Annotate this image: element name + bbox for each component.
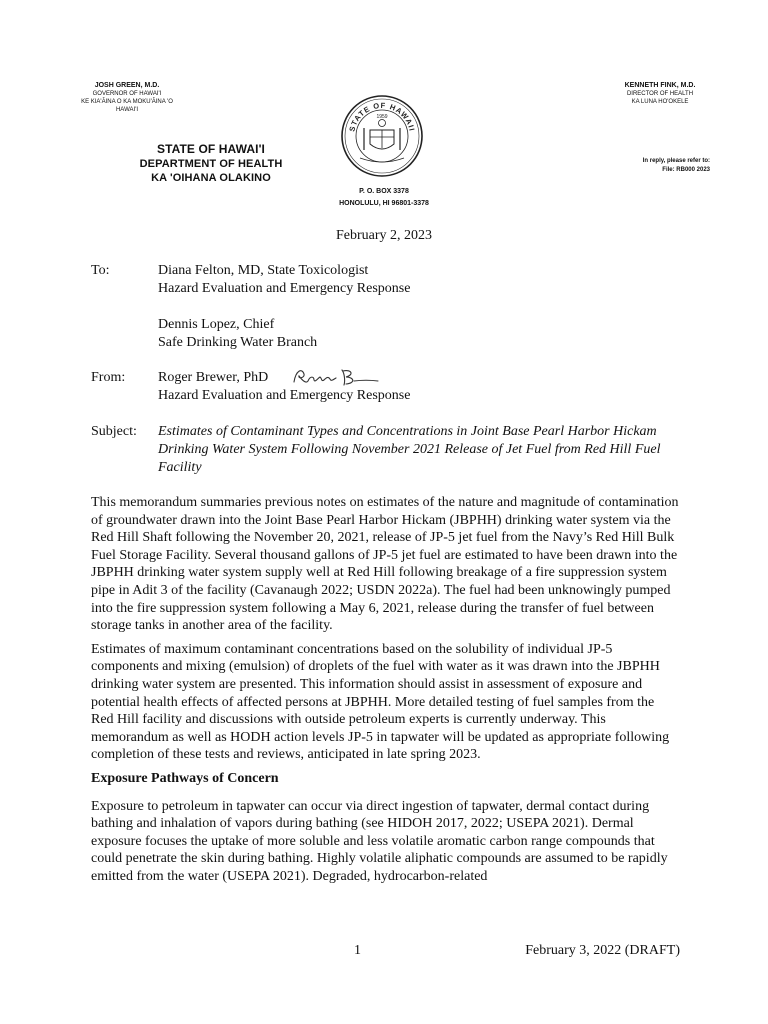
memo-body [91,494,679,891]
body-paragraph-3: Exposure to petroleum in tapwater can occur via direct ingestion of tapwater, dermal contact during bathing and inhalation of vapors during bathing (see HIDOH 2017, 2022; USEPA 2021). Dermal exposure focuses the uptake of more soluble and less volatile aromatic carbon range compounds that could penetrate the skin during bathing. Highly volatile aliphatic compounds are assumed to be rapidly emitted from the water (USEPA 2021). Degraded, hydrocarbon-related [91,798,668,884]
department-block [126,142,296,185]
seal-year: 1959 [376,114,388,120]
state-name: STATE OF HAWAI'I [156,142,265,156]
governor-name: JOSH GREEN, M.D. [94,82,160,89]
draft-date: February 3, 2022 (DRAFT) [525,943,680,958]
po-box: P. O. BOX 3378 [359,188,409,195]
to-recipient-2-unit: Safe Drinking Water Branch [158,335,318,350]
director-title: DIRECTOR OF HEALTH [626,91,694,97]
reply-line: In reply, please refer to: [642,158,710,164]
subject-text: Estimates of Contaminant Types and Concentrations in Joint Base Pearl Harbor Hickam Drinking Water System Following November 2021 Release of Jet Fuel from Red Hill Fuel Facility [158,424,661,475]
file-reference: File: RB000 2023 [662,167,710,173]
to-recipient-1-unit: Hazard Evaluation and Emergency Response [158,281,411,296]
signature-icon [290,366,380,388]
city-zip: HONOLULU, HI 96801-3378 [339,200,429,207]
director-block [612,82,708,106]
governor-title-hawaiian: KE KIA'ĀINA O KA MOKU'ĀINA 'O HAWAI'I [81,99,173,113]
governor-block [72,82,182,114]
director-title-hawaiian: KA LUNA HO'OKELE [631,99,689,105]
memo-date: February 2, 2023 [335,228,433,243]
governor-title: GOVERNOR OF HAWAI'I [92,91,162,97]
director-name: KENNETH FINK, M.D. [624,82,696,89]
body-paragraph-2: Estimates of maximum contaminant concentrations based on the solubility of individual JP-5 components and mixing (emulsion) of droplets of the fuel with water as it was drawn into the JBPHH drinking water system are presented. This information should assist in assessment of exposure and potential health effects of affected persons at JBPHH. More detailed testing of fuel samples from the Red Hill facility and discussions with outside petroleum experts is currently underway. This memorandum as well as HODH action levels JP-5 in tapwater will be updated as appropriate following completion of these tests and reviews, anticipated in late spring 2023. [91,641,670,763]
section-heading: Exposure Pathways of Concern [91,770,279,786]
page-number: 1 [354,943,361,958]
seal-text: STATE OF HAWAII [347,100,417,133]
subject-label: Subject: [91,424,137,439]
to-recipient-1: Diana Felton, MD, State Toxicologist [158,263,369,278]
from-sender: Roger Brewer, PhD [158,370,269,385]
body-paragraph-1: This memorandum summaries previous notes on estimates of the nature and magnitude of contamination of groundwater drawn into the Joint Base Pearl Harbor Hickam (JBPHH) drinking water system via the Red Hill Shaft following the November 20, 2021, release of JP-5 jet fuel from the Navy’s Red Hill Bulk Fuel Storage Facility. Several thousand gallons of JP-5 jet fuel are estimated to have been drawn into the JBPHH drinking water system supply well at Red Hill following breakage of a fire suppression system pipe in Adit 3 of the facility (Cavanaugh 2022; USDN 2022a). The fuel had been unknowingly pumped into the fire suppression system following a May 6, 2021, release during the transfer of fuel between storage tanks in another area of the facility. [91,495,679,634]
state-seal-icon [340,94,424,178]
to-recipient-2: Dennis Lopez, Chief [158,317,275,332]
to-label: To: [91,263,110,278]
from-sender-unit: Hazard Evaluation and Emergency Response [158,388,411,403]
reply-reference [610,157,710,175]
from-label: From: [91,370,126,385]
mailing-address [300,186,468,210]
department-name: DEPARTMENT OF HEALTH [139,158,283,170]
department-name-hawaiian: KA 'OIHANA OLAKINO [151,172,271,184]
